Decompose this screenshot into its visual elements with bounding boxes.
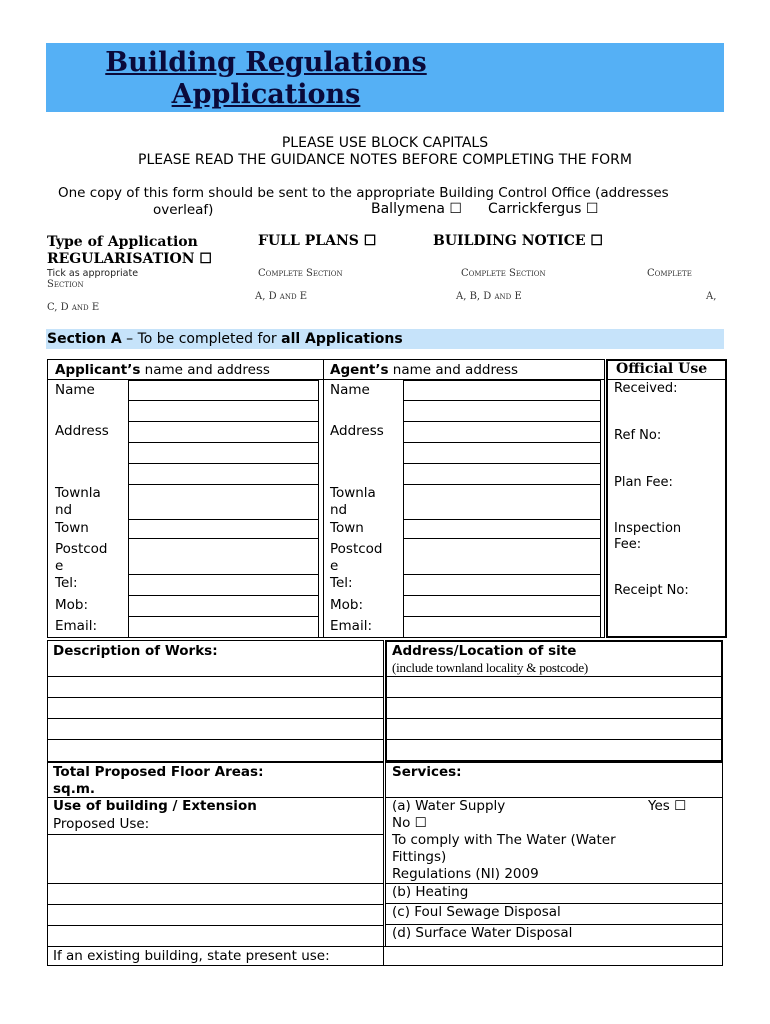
agent-name-label: Name bbox=[330, 382, 370, 398]
site-location-note: (include townland locality & postcode) bbox=[392, 660, 589, 675]
sqm-label: sq.m. bbox=[53, 781, 96, 797]
applicant-tel-label: Tel: bbox=[55, 575, 78, 591]
tick-note: Tick as appropriate bbox=[47, 268, 139, 279]
site-line-3[interactable] bbox=[385, 718, 723, 740]
applicant-postcode-field[interactable] bbox=[128, 538, 319, 575]
site-line-4[interactable] bbox=[385, 739, 723, 762]
existing-use-label: If an existing building, state present use: bbox=[53, 948, 330, 964]
works-line-3[interactable] bbox=[47, 718, 384, 740]
water-regs-line-1: To comply with The Water (Water bbox=[392, 832, 616, 848]
applicant-mob-field[interactable] bbox=[128, 595, 319, 617]
applicant-postcode-label: Postcod e bbox=[55, 541, 108, 574]
floor-area-label: Total Proposed Floor Areas: bbox=[53, 764, 264, 780]
official-received-label: Received: bbox=[614, 381, 678, 396]
section-a-bar: Section A – To be completed for all Applications bbox=[46, 329, 724, 349]
water-supply-yes-checkbox[interactable]: Yes ☐ bbox=[648, 798, 687, 814]
applicant-email-label: Email: bbox=[55, 618, 98, 634]
application-type-label: Type of Application bbox=[47, 234, 198, 250]
applicant-name-field-1[interactable] bbox=[128, 380, 319, 401]
agent-address-label: Address bbox=[330, 423, 384, 439]
applicant-address-field-1[interactable] bbox=[128, 421, 319, 443]
building-notice-checkbox[interactable]: BUILDING NOTICE ☐ bbox=[433, 233, 603, 249]
applicant-townland-field[interactable] bbox=[128, 484, 319, 520]
applicant-name-label: Name bbox=[55, 382, 95, 398]
applicant-town-field[interactable] bbox=[128, 519, 319, 539]
applicant-mob-label: Mob: bbox=[55, 597, 89, 613]
agent-townland-label: Townla nd bbox=[330, 485, 376, 518]
water-regs-line-2: Fittings) bbox=[392, 849, 447, 865]
complete-section-3: Complete bbox=[647, 268, 692, 279]
use-of-building-label: Use of building / Extension bbox=[53, 798, 257, 814]
section-word: Section bbox=[47, 279, 84, 290]
complete-section-2: Complete Section bbox=[461, 268, 546, 279]
applicant-town-label: Town bbox=[55, 520, 89, 536]
applicant-heading: Applicant’s name and address bbox=[55, 362, 270, 378]
applicant-email-field[interactable] bbox=[128, 616, 319, 638]
agent-address-field-1[interactable] bbox=[403, 421, 601, 443]
applicant-address-field-2[interactable] bbox=[128, 442, 319, 464]
proposed-use-field[interactable] bbox=[47, 834, 384, 884]
full-plans-checkbox[interactable]: FULL PLANS ☐ bbox=[258, 233, 377, 249]
sections-building-notice: A, B, D and E bbox=[456, 291, 522, 302]
site-line-1[interactable] bbox=[385, 676, 723, 698]
agent-tel-label: Tel: bbox=[330, 575, 353, 591]
agent-mob-field[interactable] bbox=[403, 595, 601, 617]
works-line-4[interactable] bbox=[47, 739, 384, 762]
agent-postcode-field[interactable] bbox=[403, 538, 601, 575]
agent-email-field[interactable] bbox=[403, 616, 601, 638]
use-line-3[interactable] bbox=[47, 925, 384, 947]
surface-water-label: (d) Surface Water Disposal bbox=[392, 925, 573, 941]
applicant-name-field-2[interactable] bbox=[128, 400, 319, 422]
agent-address-field-3[interactable] bbox=[403, 463, 601, 485]
foul-sewage-label: (c) Foul Sewage Disposal bbox=[392, 904, 561, 920]
agent-email-label: Email: bbox=[330, 618, 373, 634]
agent-name-field-1[interactable] bbox=[403, 380, 601, 401]
agent-heading: Agent’s name and address bbox=[330, 362, 519, 378]
official-ref-label: Ref No: bbox=[614, 428, 662, 443]
applicant-address-field-3[interactable] bbox=[128, 463, 319, 485]
sections-regularisation-b: C, D and E bbox=[47, 302, 100, 313]
office-ballymena-checkbox[interactable]: Ballymena ☐ bbox=[371, 201, 462, 217]
use-line-1[interactable] bbox=[47, 883, 384, 905]
official-inspection-fee-label: Inspection Fee: bbox=[614, 521, 682, 552]
site-line-2[interactable] bbox=[385, 697, 723, 719]
water-supply-label: (a) Water Supply bbox=[392, 798, 506, 814]
proposed-use-label: Proposed Use: bbox=[53, 816, 150, 832]
instructions: PLEASE USE BLOCK CAPITALS PLEASE READ THE GUIDANCE NOTES BEFORE COMPLETING THE FORM bbox=[138, 135, 632, 168]
heating-label: (b) Heating bbox=[392, 884, 469, 900]
section-a-label: Section A bbox=[47, 331, 122, 347]
agent-tel-field[interactable] bbox=[403, 574, 601, 596]
copy-note-overleaf: overleaf) bbox=[153, 202, 214, 218]
works-line-1[interactable] bbox=[47, 676, 384, 698]
sections-full-plans: A, D and E bbox=[255, 291, 308, 302]
title-banner bbox=[46, 43, 724, 112]
services-label: Services: bbox=[392, 764, 462, 780]
site-location-label: Address/Location of site bbox=[392, 643, 577, 659]
official-use-heading: Official Use bbox=[616, 361, 708, 377]
applicant-address-label: Address bbox=[55, 423, 109, 439]
applicant-townland-label: Townla nd bbox=[55, 485, 101, 518]
complete-section-1: Complete Section bbox=[258, 268, 343, 279]
agent-name-field-2[interactable] bbox=[403, 400, 601, 422]
water-supply-no-checkbox[interactable]: No ☐ bbox=[392, 815, 427, 831]
works-line-2[interactable] bbox=[47, 697, 384, 719]
office-carrickfergus-checkbox[interactable]: Carrickfergus ☐ bbox=[488, 201, 599, 217]
regularisation-checkbox[interactable]: REGULARISATION ☐ bbox=[47, 251, 212, 267]
description-of-works-label: Description of Works: bbox=[53, 643, 218, 659]
use-line-2[interactable] bbox=[47, 904, 384, 926]
agent-town-label: Town bbox=[330, 520, 364, 536]
agent-townland-field[interactable] bbox=[403, 484, 601, 520]
agent-mob-label: Mob: bbox=[330, 597, 364, 613]
applicant-tel-field[interactable] bbox=[128, 574, 319, 596]
water-regs-line-3: Regulations (NI) 2009 bbox=[392, 866, 539, 882]
sections-regularisation-a: A, bbox=[706, 291, 717, 302]
agent-address-field-2[interactable] bbox=[403, 442, 601, 464]
agent-postcode-label: Postcod e bbox=[330, 541, 383, 574]
official-plan-fee-label: Plan Fee: bbox=[614, 475, 673, 490]
copy-note: One copy of this form should be sent to the appropriate Building Control Office (addresses bbox=[58, 185, 669, 201]
agent-town-field[interactable] bbox=[403, 519, 601, 539]
page-title: Building Regulations Applications bbox=[105, 47, 427, 110]
official-receipt-label: Receipt No: bbox=[614, 583, 689, 598]
